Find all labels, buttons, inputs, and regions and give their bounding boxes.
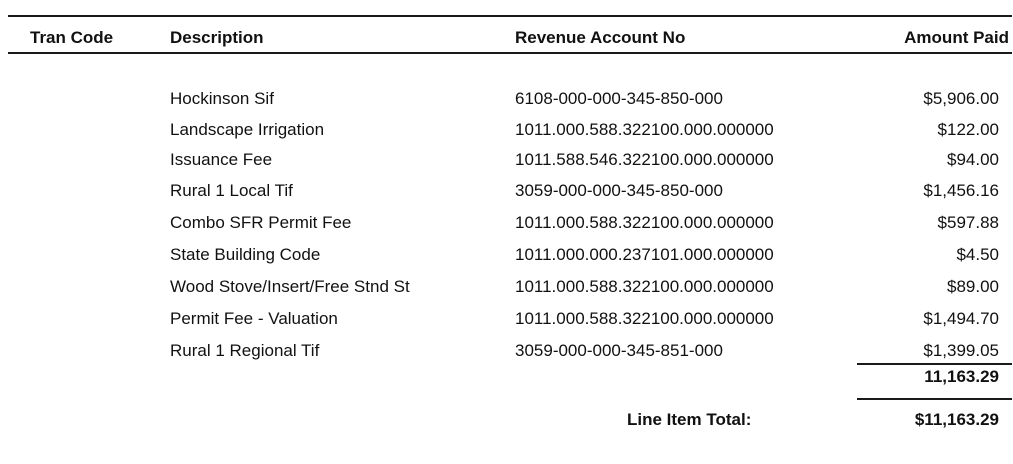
row-amount: $1,399.05 [923,341,999,360]
row-amount: $89.00 [947,277,999,296]
row-description: Wood Stove/Insert/Free Stnd St [170,277,410,296]
row-amount: $94.00 [947,150,999,169]
row-description: Hockinson Sif [170,89,274,108]
line-item-total-label: Line Item Total: [627,410,752,429]
row-account: 1011.588.546.322100.000.000000 [515,150,774,169]
row-description: State Building Code [170,245,321,264]
row-amount: $4.50 [956,245,999,264]
header-description: Description [170,28,264,47]
header-tran-code: Tran Code [30,28,114,47]
total-rule [857,398,1012,400]
row-account: 1011.000.588.322100.000.000000 [515,309,774,328]
row-description: Permit Fee - Valuation [170,309,338,328]
row-description: Rural 1 Local Tif [170,181,293,200]
header-revenue-account-no: Revenue Account No [515,28,686,47]
subtotal-value: 11,163.29 [924,367,999,386]
row-account: 1011.000.000.237101.000.000000 [515,245,774,264]
row-amount: $122.00 [937,120,999,139]
subtotal-rule [857,363,1012,365]
row-description: Combo SFR Permit Fee [170,213,352,232]
header-top-rule [8,15,1012,17]
row-account: 1011.000.588.322100.000.000000 [515,213,774,232]
row-amount: $1,456.16 [923,181,999,200]
row-account: 1011.000.588.322100.000.000000 [515,120,774,139]
row-amount: $597.88 [937,213,999,232]
row-amount: $1,494.70 [923,309,999,328]
row-description: Landscape Irrigation [170,120,325,139]
row-amount: $5,906.00 [923,89,999,108]
row-account: 1011.000.588.322100.000.000000 [515,277,774,296]
header-bottom-rule [8,52,1012,54]
row-account: 3059-000-000-345-850-000 [515,181,723,200]
row-description: Rural 1 Regional Tif [170,341,320,360]
row-description: Issuance Fee [170,150,273,169]
row-account: 6108-000-000-345-850-000 [515,89,723,108]
header-amount-paid: Amount Paid [904,28,1009,47]
row-account: 3059-000-000-345-851-000 [515,341,723,360]
line-item-total-value: $11,163.29 [914,410,999,429]
